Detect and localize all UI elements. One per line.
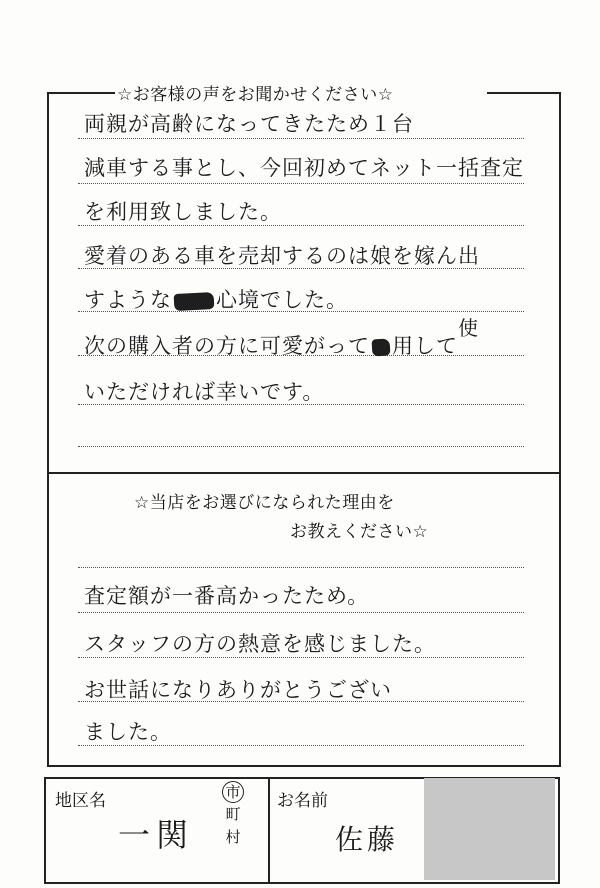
voice-line [84,330,458,360]
writing-line [78,567,524,568]
voice-line-part: すような [84,288,172,312]
reason-line: スタッフの方の熱意を感じました。 [84,632,436,656]
reason-line: お世話になりありがとうござい [84,678,392,702]
info-separator [268,777,270,884]
name-label: お名前 [277,791,328,811]
form-frame [47,92,561,767]
section-reason-title: ☆当店をお選びになられた理由を [134,493,395,513]
reason-line: ました。 [84,720,172,744]
scribbled-out-word [174,292,215,311]
voice-line: 減車する事とし、今回初めてネット一括査定 [84,156,524,180]
frame-top-right-line [487,92,559,94]
redaction-box [424,778,555,880]
voice-line: 愛着のある車を売却するのは娘を嫁ん出 [84,244,480,268]
voice-line-part: 用して [392,334,458,358]
writing-line [78,446,524,447]
voice-line-part: 心境でした。 [216,288,348,312]
suffix-city: 市 [225,783,241,801]
section-customer-voice-title: ☆お客様の声をお聞かせください☆ [117,85,394,105]
voice-line: 両親が高齢になってきたため１台 [84,112,414,136]
voice-line: いただければ幸いです。 [84,380,325,404]
section-divider [47,472,559,474]
writing-line [78,612,524,613]
suffix-village: 村 [225,828,241,846]
area-label: 地区名 [55,791,106,811]
suffix-town: 町 [225,805,241,823]
reason-line: 査定額が一番高かったため。 [84,584,370,608]
name-value: 佐藤 [335,823,400,856]
inserted-correction: 使 [458,316,478,340]
scribbled-out-character [372,339,391,357]
section-reason-title-cont: お教えください☆ [290,522,429,542]
voice-line [84,284,348,314]
voice-line-part: 次の購入者の方に可愛がって [84,334,370,358]
area-value: 一関 [118,816,195,854]
frame-top-left-line [47,92,115,94]
voice-line: を利用致しました。 [84,200,282,224]
writing-line [78,138,524,139]
writing-line [78,183,524,184]
